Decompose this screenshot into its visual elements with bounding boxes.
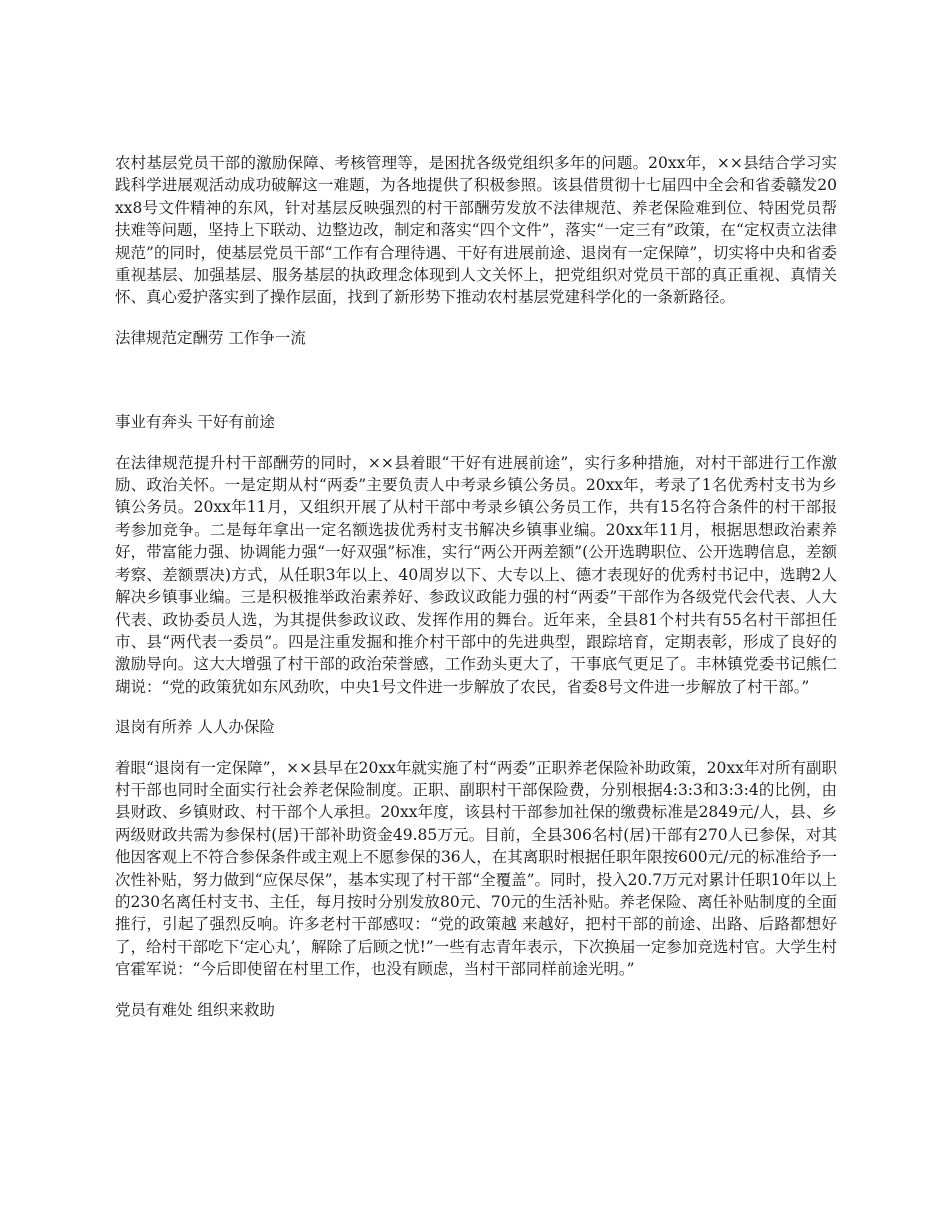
section-heading-salary: 法律规范定酬劳 工作争一流 [115, 328, 306, 347]
pension-paragraph: 着眼“退岗有一定保障”，××县早在20xx年就实施了村“两委”正职养老保险补助政策，20xx年对所有副职村干部也同时全面实行社会养老保险制度。正职、副职村干部保险费，分别根据4:3:3和3:3:4的比例，由县财政、乡镇财政、村干部个人承担。20xx年度，该县村干部参加社保的缴费标准是2849元/人，县、乡两级财政共需为参保村(居)干部补助资金49.85万元。目前，全县306名村(居)干部有270人已参保，对其他因客观上不符合参保条件或主观上不愿参保的36人，在其离职时根据任职年限按600元/元的标准给予一次性补贴，努力做到“应保尽保”，基本实现了村干部“全覆盖”。同时，投入20.7万元对累计任职10年以上的230名离任村支书、主任，每月按时分别发放80元、70元的生活补贴。养老保险、离任补贴制度的全面推行，引起了强烈反响。许多老村干部感叹：“党的政策越 来越好，把村干部的前途、出路、后路都想好了，给村干部吃下‘定心丸’，解除了后顾之忧!”一些有志青年表示，下次换届一定参加竞选村官。大学生村官霍军说：“今后即使留在村里工作，也没有顾虑，当村干部同样前途光明。” [115, 758, 837, 979]
career-paragraph: 在法律规范提升村干部酬劳的同时，××县着眼“干好有进展前途”，实行多种措施，对村干部进行工作激励、政治关怀。一是定期从村“两委”主要负责人中考录乡镇公务员。20xx年，考录了1名优秀村支书为乡镇公务员。20xx年11月，又组织开展了从村干部中考录乡镇公务员工作，共有15名符合条件的村干部报考参加竞争。二是每年拿出一定名额选拔优秀村支书解决乡镇事业编。20xx年11月，根据思想政治素养好，带富能力强、协调能力强“一好双强”标准，实行“两公开两差额”(公开选聘职位、公开选聘信息，差额考察、差额票决)方式，从任职3年以上、40周岁以下、大专以上、德才表现好的优秀村书记中，选聘2人解决乡镇事业编。三是积极推举政治素养好、参政议政能力强的村“两委”干部作为各级党代会代表、人大代表、政协委员人选，为其提供参政议政、发挥作用的舞台。近年来，全县81个村共有55名村干部担任市、县“两代表一委员”。四是注重发掘和推介村干部中的先进典型，跟踪培育，定期表彰，形成了良好的激励导向。这大大增强了村干部的政治荣誉感，工作劲头更大了，干事底气更足了。丰林镇党委书记熊仁瑚说：“党的政策犹如东风劲吹，中央1号文件进一步解放了农民，省委8号文件进一步解放了村干部。” [115, 453, 837, 696]
section-heading-career: 事业有奔头 干好有前途 [115, 413, 275, 432]
document-page [115, 152, 837, 1039]
section-heading-relief: 党员有难处 组织来救助 [115, 1000, 275, 1019]
section-heading-pension: 退岗有所养 人人办保险 [115, 718, 275, 737]
intro-paragraph: 农村基层党员干部的激励保障、考核管理等，是困扰各级党组织多年的问题。20xx年，××县结合学习实践科学进展观活动成功破解这一难题，为各地提供了积极参照。该县借贯彻十七届四中全会和省委赣发20xx8号文件精神的东风，针对基层反映强烈的村干部酬劳发放不法律规范、养老保险难到位、特困党员帮扶难等问题，坚持上下联动、边整边改，制定和落实“四个文件”，落实“一定三有”政策，在“定权责立法律规范”的同时，使基层党员干部“工作有合理待遇、干好有进展前途、退岗有一定保障”，切实将中央和省委重视基层、加强基层、服务基层的执政理念体现到人文关怀上，把党组织对党员干部的真正重视、真情关怀、真心爱护落实到了操作层面，找到了新形势下推动农村基层党建科学化的一条新路径。 [115, 154, 837, 307]
